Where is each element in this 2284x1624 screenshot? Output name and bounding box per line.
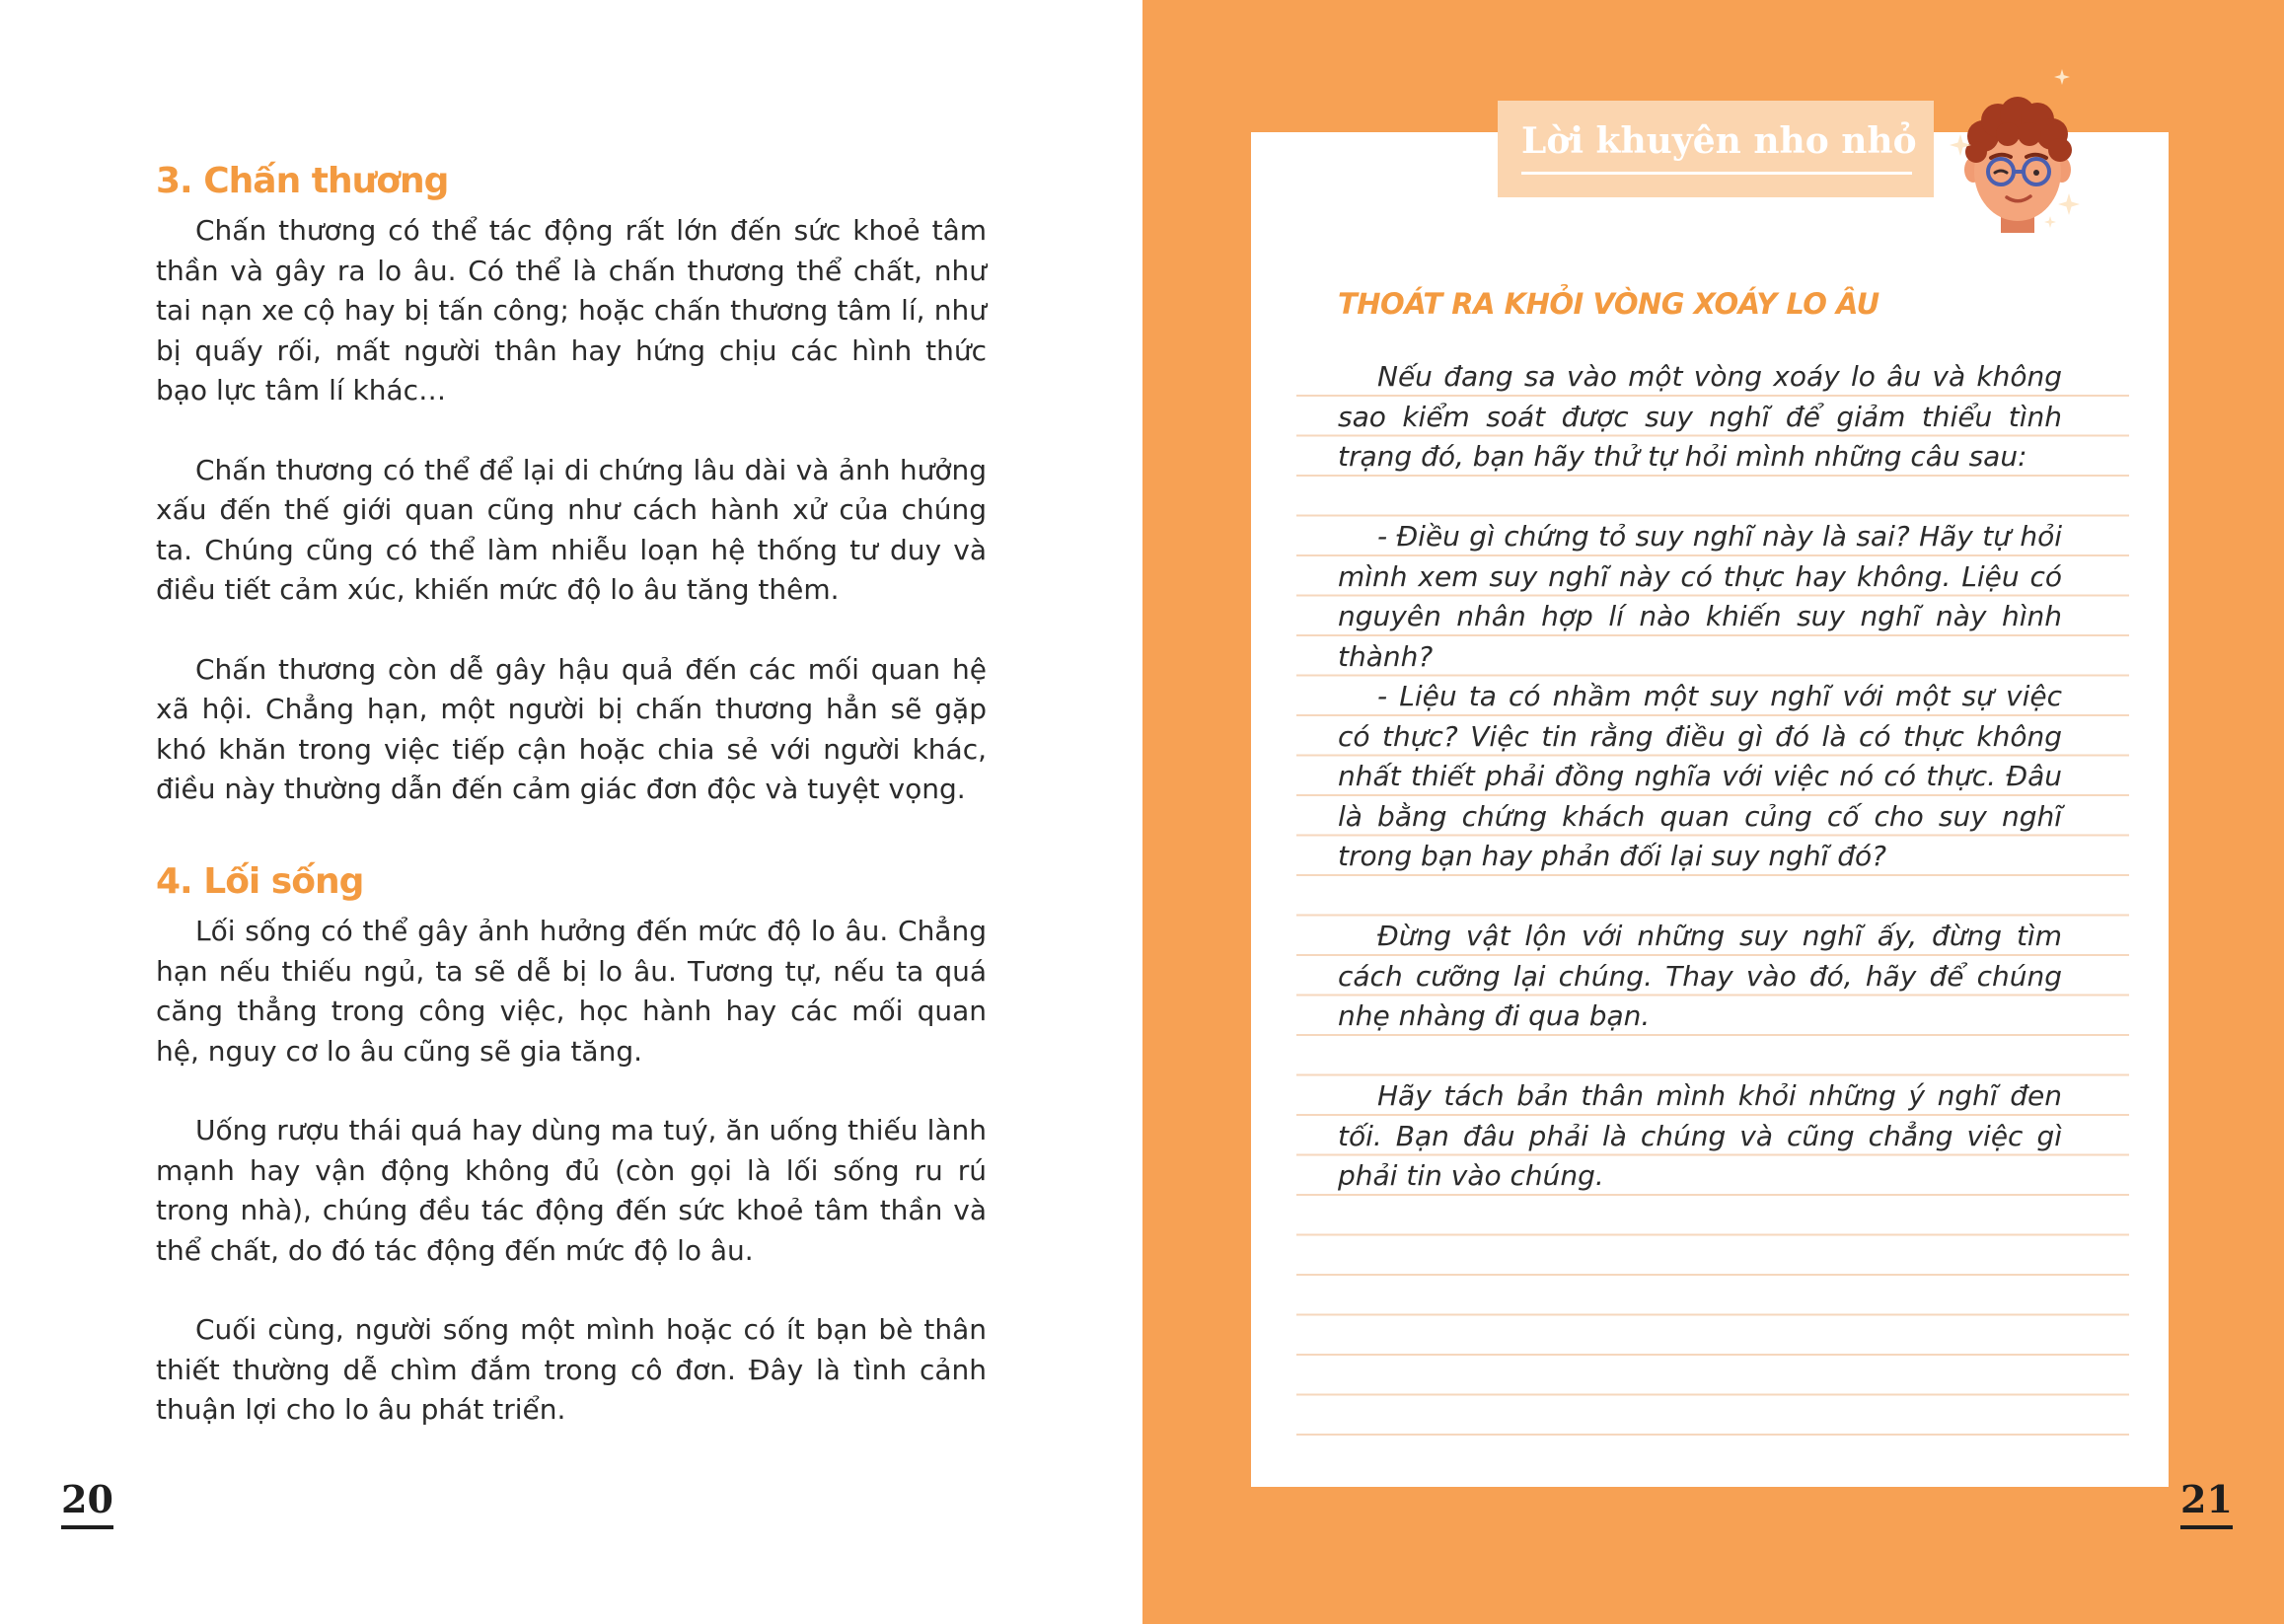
tip-content [1338,276,2062,1236]
tip-badge-title: Lời khuyên nho nhỏ [1521,120,1917,162]
tip-badge-underline [1521,172,1912,175]
page-number-left: 20 [61,1477,113,1521]
page-number-right: 21 [2180,1477,2233,1521]
paragraph: Chấn thương có thể tác động rất lớn đến sức khoẻ tâm thần và gây ra lo âu. Có thể là chấn thương thể chất, như tai nạn xe cộ hay bị tấn công; hoặc chấn thương tâm lí, như bị quấy rối, mất người thân hay hứng chịu các hình thức bạo lực tâm lí khác… [156,214,987,406]
section-heading-lifestyle: 4. Lối sống [156,861,364,902]
section-lifestyle [156,858,987,1470]
tip-paragraph: Đừng vật lộn với những suy nghĩ ấy, đừng tìm cách cưỡng lại chúng. Thay vào đó, hãy để chúng nhẹ nhàng đi qua bạn. [1338,920,2062,1032]
tip-badge [1498,101,1934,197]
sparkle-icon [2044,213,2056,232]
tip-question: - Điều gì chứng tỏ suy nghĩ này là sai? Hãy tự hỏi mình xem suy nghĩ này có thực hay không. Liệu có nguyên nhân hợp lí nào khiến suy nghĩ này hình thành? [1338,520,2062,673]
avatar-icon [1944,87,2092,245]
tip-paragraph: Hãy tách bản thân mình khỏi những ý nghĩ đen tối. Bạn đâu phải là chúng và cũng chẳng việc gì phải tin vào chúng. [1338,1079,2062,1192]
paragraph: Lối sống có thể gây ảnh hưởng đến mức độ lo âu. Chẳng hạn nếu thiếu ngủ, ta sẽ dễ bị lo âu. Tương tự, nếu ta quá căng thẳng trong công việc, học hành hay các mối quan hệ, nguy cơ lo âu cũng sẽ gia tăng. [156,915,987,1068]
section-trauma [156,158,987,849]
paragraph: Chấn thương có thể để lại di chứng lâu dài và ảnh hưởng xấu đến thế giới quan cũng như cách hành xử của chúng ta. Chúng cũng có thể làm nhiễu loạn hệ thống tư duy và điều tiết cảm xúc, khiến mức độ lo âu tăng thêm. [156,453,987,606]
section-heading-trauma: 3. Chấn thương [156,161,449,201]
paragraph: Cuối cùng, người sống một mình hoặc có ít bạn bè thân thiết thường dễ chìm đắm trong cô đơn. Đây là tình cảnh thuận lợi cho lo âu phát triển. [156,1313,987,1426]
tip-question: - Liệu ta có nhầm một suy nghĩ với một sự việc có thực? Việc tin rằng điều gì đó là có thực không nhất thiết phải đồng nghĩa với việc nó có thực. Đâu là bằng chứng khách quan củng cố cho suy nghĩ trong bạn hay phản đối lại suy nghĩ đó? [1338,680,2062,872]
paragraph: Chấn thương còn dễ gây hậu quả đến các mối quan hệ xã hội. Chẳng hạn, một người bị chấn thương hẳn sẽ gặp khó khăn trong việc tiếp cận hoặc chia sẻ với người khác, điều này thường dẫn đến cảm giác đơn độc và tuyệt vọng. [156,652,987,805]
tip-heading: THOÁT RA KHỎI VÒNG XOÁY LO ÂU [1338,287,1879,321]
sparkle-icon [2054,69,2070,89]
tip-paragraph: Nếu đang sa vào một vòng xoáy lo âu và không sao kiểm soát được suy nghĩ để giảm thiểu tình trạng đó, bạn hãy thử tự hỏi mình những câu sau: [1338,360,2062,473]
sparkle-icon [1950,134,1971,160]
sparkle-icon [2058,193,2080,219]
paragraph: Uống rượu thái quá hay dùng ma tuý, ăn uống thiếu lành mạnh hay vận động không đủ (còn gọi là lối sống ru rú trong nhà), chúng đều tác động đến sức khoẻ tâm thần và thể chất, do đó tác động đến mức độ lo âu. [156,1114,987,1267]
